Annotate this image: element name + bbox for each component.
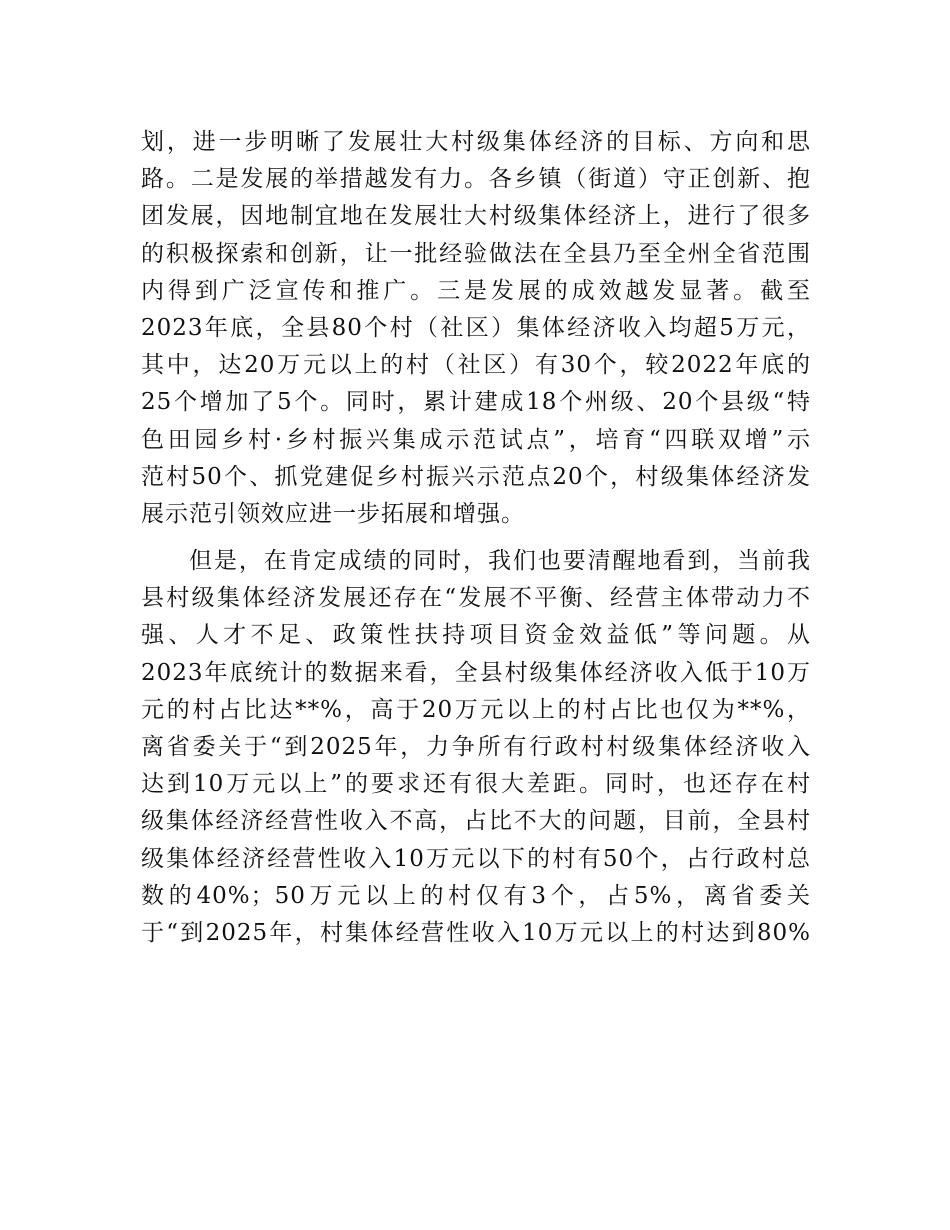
text-line: 内得到广泛宣传和推广。三是发展的成效越发显著。截至 (141, 277, 811, 304)
text-line: 数的40%；50万元以上的村仅有3个，占5%，离省委关 (141, 882, 811, 909)
text-line: 元的村占比达**%，高于20万元以上的村占比也仅为**%， (141, 696, 811, 723)
text-line: 团发展，因地制宜地在发展壮大村级集体经济上，进行了很多 (141, 203, 811, 230)
text-line: 路。二是发展的举措越发有力。各乡镇（街道）守正创新、抱 (141, 166, 811, 193)
text-line: 划，进一步明晰了发展壮大村级集体经济的目标、方向和思 (141, 129, 811, 155)
text-line: 25个增加了5个。同时，累计建成18个州级、20个县级“特 (141, 389, 811, 416)
text-line: 范村50个、抓党建促乡村振兴示范点20个，村级集体经济发 (141, 463, 811, 490)
text-line: 色田园乡村·乡村振兴集成示范试点”，培育“四联双增”示 (141, 426, 811, 453)
text-line: 2023年底，全县80个村（社区）集体经济收入均超5万元， (141, 314, 811, 341)
text-line: 2023年底统计的数据来看，全县村级集体经济收入低于10万 (141, 659, 811, 686)
text-line: 强、人才不足、政策性扶持项目资金效益低”等问题。从 (141, 622, 811, 649)
text-line: 离省委关于“到2025年，力争所有行政村村级集体经济收入 (141, 734, 811, 760)
paragraph-gap (141, 533, 811, 543)
text-line: 其中，达20万元以上的村（社区）有30个，较2022年底的 (141, 352, 811, 379)
paragraph-2 (141, 543, 811, 952)
text-line: 级集体经济经营性收入不高，占比不大的问题，目前，全县村 (141, 808, 811, 835)
paragraph-1 (141, 124, 811, 533)
text-line: 的积极探索和创新，让一批经验做法在全县乃至全州全省范围 (141, 240, 811, 267)
text-line: 展示范引领效应进一步拓展和增强。 (141, 500, 525, 527)
text-line: 但是，在肯定成绩的同时，我们也要清醒地看到，当前我 (189, 548, 811, 575)
text-line: 县村级集体经济发展还存在“发展不平衡、经营主体带动力不 (141, 585, 811, 612)
text-line: 于“到2025年，村集体经营性收入10万元以上的村达到80% (141, 919, 811, 946)
body-text (141, 124, 811, 952)
text-line: 达到10万元以上”的要求还有很大差距。同时，也还存在村 (141, 771, 811, 798)
text-line: 级集体经济经营性收入10万元以下的村有50个，占行政村总 (141, 845, 811, 872)
